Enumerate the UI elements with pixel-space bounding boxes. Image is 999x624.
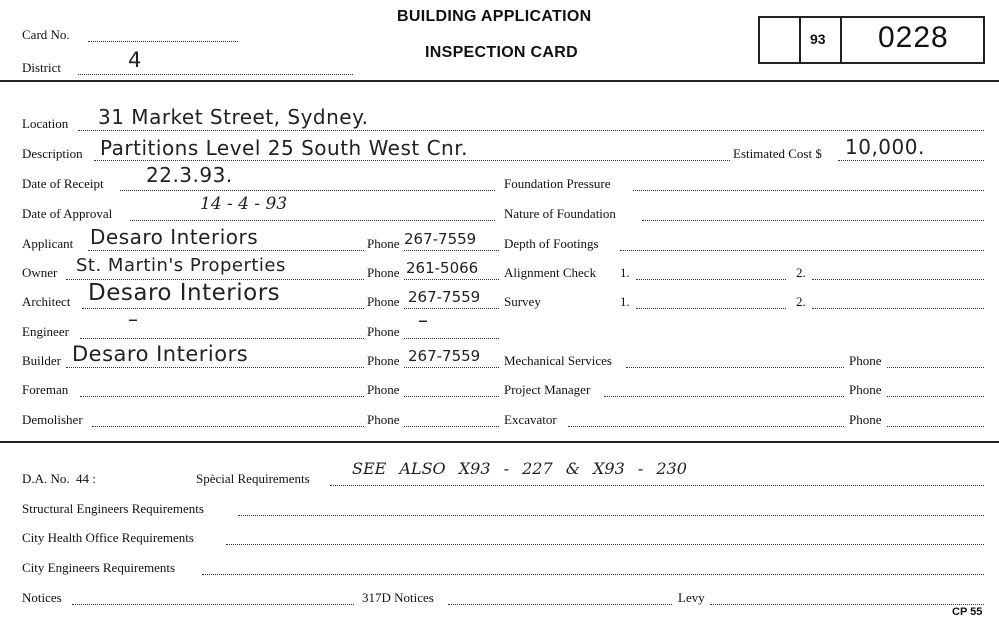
applicant-value: Desaro Interiors xyxy=(90,225,259,249)
estimated-cost-field[interactable] xyxy=(838,160,984,161)
levy-label: Levy xyxy=(678,590,705,605)
engineer-field[interactable] xyxy=(80,338,364,339)
header-divider xyxy=(0,80,999,82)
builder-field[interactable] xyxy=(66,367,364,368)
engineer-label: Engineer xyxy=(22,324,69,339)
mechanical-services-label: Mechanical Services xyxy=(504,353,612,368)
city-health-label: City Health Office Requirements xyxy=(22,530,194,545)
owner-value: St. Martin's Properties xyxy=(76,255,286,276)
foundation-pressure-field[interactable] xyxy=(633,190,984,191)
notices-field[interactable] xyxy=(72,604,354,605)
district-value: 4 xyxy=(128,48,142,72)
excavator-label: Excavator xyxy=(504,412,557,427)
survey-2-label: 2. xyxy=(796,294,806,309)
district-field[interactable] xyxy=(78,74,353,75)
notices-label: Notices xyxy=(22,590,62,605)
city-engineers-field[interactable] xyxy=(202,574,984,575)
mechanical-phone-label: Phone xyxy=(849,353,882,368)
form-title-line1: BUILDING APPLICATION xyxy=(397,8,592,25)
architect-phone-value: 267-7559 xyxy=(408,288,481,306)
section-divider xyxy=(0,441,999,443)
foreman-field[interactable] xyxy=(80,396,364,397)
project-manager-label: Project Manager xyxy=(504,382,591,397)
survey-1-label: 1. xyxy=(620,294,630,309)
date-approval-value: 14 - 4 - 93 xyxy=(200,194,288,214)
date-receipt-field[interactable] xyxy=(120,190,495,191)
description-field[interactable] xyxy=(94,160,730,161)
architect-phone-label: Phone xyxy=(367,294,400,309)
location-field[interactable] xyxy=(78,130,984,131)
depth-footings-field[interactable] xyxy=(620,250,984,251)
demolisher-phone-label: Phone xyxy=(367,412,400,427)
date-receipt-value: 22.3.93. xyxy=(146,163,233,187)
applicant-phone-field[interactable] xyxy=(404,250,499,251)
mechanical-phone-field[interactable] xyxy=(887,367,984,368)
district-label: District xyxy=(22,60,61,75)
project-manager-field[interactable] xyxy=(604,396,844,397)
alignment-1-label: 1. xyxy=(620,265,630,280)
builder-phone-field[interactable] xyxy=(404,367,499,368)
nature-foundation-field[interactable] xyxy=(642,220,984,221)
excavator-phone-label: Phone xyxy=(849,412,882,427)
mechanical-services-field[interactable] xyxy=(626,367,844,368)
survey-2-field[interactable] xyxy=(812,308,984,309)
special-requirements-field[interactable] xyxy=(330,485,984,486)
card-prefix: 93 xyxy=(810,31,826,47)
engineer-phone-label: Phone xyxy=(367,324,400,339)
project-manager-phone-label: Phone xyxy=(849,382,882,397)
owner-phone-label: Phone xyxy=(367,265,400,280)
notices-317d-label: 317D Notices xyxy=(362,590,434,605)
alignment-check-label: Alignment Check xyxy=(504,265,597,280)
engineer-phone-value: – xyxy=(418,308,429,332)
estimated-cost-label: Estimated Cost $ xyxy=(733,146,822,161)
foreman-phone-label: Phone xyxy=(367,382,400,397)
description-label: Description xyxy=(22,146,83,161)
location-value: 31 Market Street, Sydney. xyxy=(98,105,369,129)
depth-footings-label: Depth of Footings xyxy=(504,236,599,251)
special-requirements-label: Spècial Requirements xyxy=(196,471,310,486)
card-number: 0228 xyxy=(878,21,949,54)
location-label: Location xyxy=(22,116,69,131)
date-approval-field[interactable] xyxy=(130,220,495,221)
survey-label: Survey xyxy=(504,294,541,309)
survey-1-field[interactable] xyxy=(636,308,786,309)
card-no-label: Card No. xyxy=(22,27,70,42)
applicant-label: Applicant xyxy=(22,236,74,251)
foreman-label: Foreman xyxy=(22,382,69,397)
builder-phone-label: Phone xyxy=(367,353,400,368)
architect-value: Desaro Interiors xyxy=(88,280,281,306)
da-no-label: D.A. No. xyxy=(22,471,70,486)
date-receipt-label: Date of Receipt xyxy=(22,176,104,191)
structural-engineers-label: Structural Engineers Requirements xyxy=(22,501,204,516)
card-no-field[interactable] xyxy=(88,41,238,42)
date-approval-label: Date of Approval xyxy=(22,206,113,221)
engineer-value: – xyxy=(128,307,139,331)
city-engineers-label: City Engineers Requirements xyxy=(22,560,176,575)
alignment-2-label: 2. xyxy=(796,265,806,280)
engineer-phone-field[interactable] xyxy=(404,338,499,339)
city-health-field[interactable] xyxy=(226,544,984,545)
form-title-line2: INSPECTION CARD xyxy=(425,44,578,61)
foreman-phone-field[interactable] xyxy=(404,396,499,397)
owner-label: Owner xyxy=(22,265,58,280)
builder-value: Desaro Interiors xyxy=(72,342,249,366)
owner-phone-value: 261-5066 xyxy=(406,259,479,277)
applicant-phone-label: Phone xyxy=(367,236,400,251)
foundation-pressure-label: Foundation Pressure xyxy=(504,176,611,191)
structural-engineers-field[interactable] xyxy=(238,515,984,516)
architect-field[interactable] xyxy=(82,308,364,309)
estimated-cost-value: 10,000. xyxy=(845,135,925,159)
da-no-value: 44 : xyxy=(76,471,96,486)
form-code: CP 55 xyxy=(952,606,983,618)
applicant-phone-value: 267-7559 xyxy=(404,230,477,248)
notices-317d-field[interactable] xyxy=(448,604,672,605)
demolisher-label: Demolisher xyxy=(22,412,83,427)
card-number-box xyxy=(758,16,985,64)
demolisher-field[interactable] xyxy=(92,426,364,427)
alignment-1-field[interactable] xyxy=(636,279,786,280)
alignment-2-field[interactable] xyxy=(812,279,984,280)
owner-phone-field[interactable] xyxy=(404,279,499,280)
levy-field[interactable] xyxy=(710,604,984,605)
nature-foundation-label: Nature of Foundation xyxy=(504,206,616,221)
excavator-field[interactable] xyxy=(568,426,844,427)
builder-label: Builder xyxy=(22,353,61,368)
description-value: Partitions Level 25 South West Cnr. xyxy=(100,136,468,160)
applicant-field[interactable] xyxy=(88,250,364,251)
demolisher-phone-field[interactable] xyxy=(404,426,499,427)
architect-label: Architect xyxy=(22,294,71,309)
special-requirements-value: SEE ALSO X93 - 227 & X93 - 230 xyxy=(352,459,687,478)
excavator-phone-field[interactable] xyxy=(887,426,984,427)
project-manager-phone-field[interactable] xyxy=(887,396,984,397)
builder-phone-value: 267-7559 xyxy=(408,347,481,365)
